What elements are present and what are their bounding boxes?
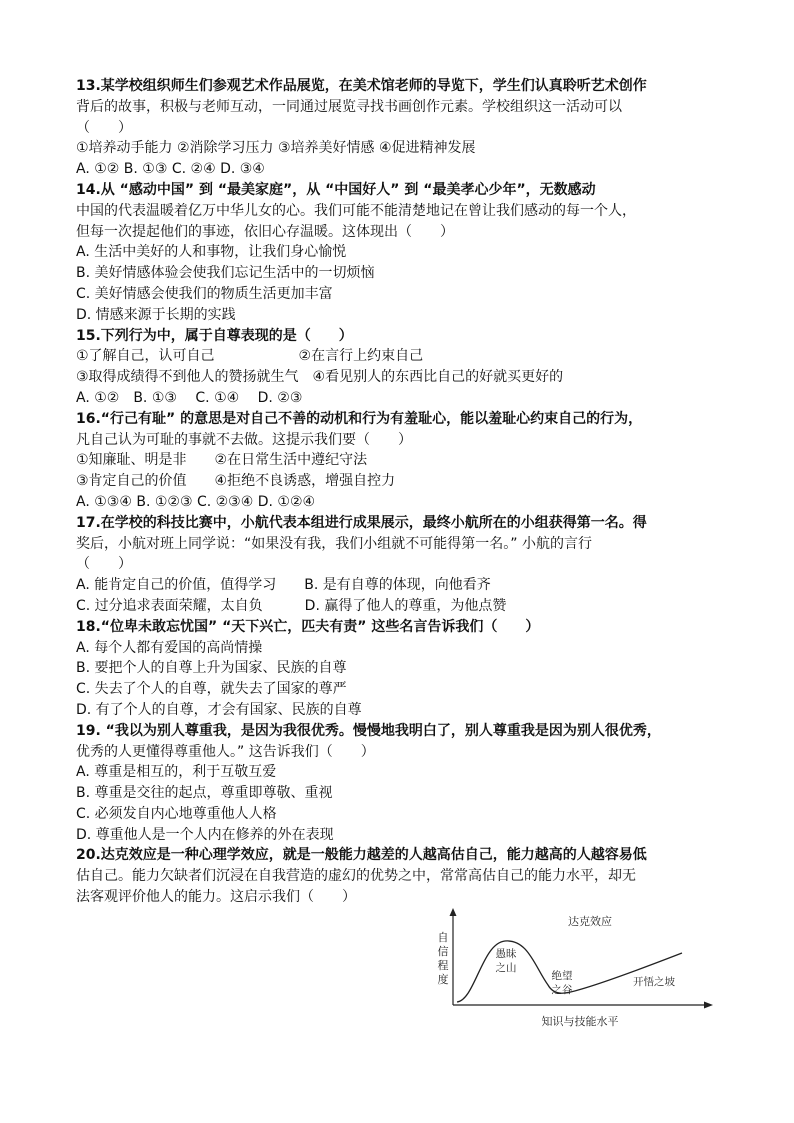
- question-line: （ ）: [76, 119, 132, 136]
- x-axis-label: 知识与技能水平: [541, 1015, 619, 1028]
- question-stem-line: 15.下列行为中，属于自尊表现的是（ ）: [76, 327, 353, 344]
- question-line: C. 过分追求表面荣耀，太自负 D. 赢得了他人的尊重，为他点赞: [76, 597, 507, 614]
- question-stem-line: 17.在学校的科技比赛中，小航代表本组进行成果展示，最终小航所在的小组获得第一名。得: [76, 514, 647, 531]
- question-line: （ ）: [76, 556, 132, 573]
- question-stem-line: 19. “我以为别人尊重我，是因为我很优秀。慢慢地我明白了，别人尊重我是因为别人很优秀，: [76, 722, 661, 739]
- question-line: ①了解自己，认可自己 ②在言行上约束自己: [76, 348, 424, 365]
- y-axis-arrow: [450, 908, 457, 916]
- figure-title: 达克效应: [568, 915, 612, 928]
- question-line: A. ①② B. ①③ C. ②④ D. ③④: [76, 161, 265, 178]
- svg-text:之谷: 之谷: [551, 984, 573, 996]
- svg-text:愚昧: 愚昧: [495, 948, 517, 960]
- question-line: C. 失去了个人的自尊，就失去了国家的尊严: [76, 681, 347, 698]
- question-line: 奖后，小航对班上同学说：“如果没有我，我们小组就不可能得第一名。” 小航的言行: [76, 535, 592, 552]
- question-block: [76, 845, 736, 907]
- question-line: D. 情感来源于长期的实践: [76, 306, 236, 323]
- exam-questions: [76, 76, 736, 908]
- svg-text:之山: 之山: [495, 962, 517, 974]
- question-block: [76, 180, 736, 326]
- question-line: C. 必须发自内心地尊重他人人格: [76, 805, 277, 822]
- svg-text:程: 程: [437, 959, 449, 972]
- x-axis-arrow: [704, 1002, 713, 1009]
- question-stem-line: 14.从 “感动中国” 到 “最美家庭”，从 “中国好人” 到 “最美孝心少年”，无数感动: [76, 181, 596, 198]
- question-line: D. 尊重他人是一个人内在修养的外在表现: [76, 826, 334, 843]
- y-axis-label: [438, 931, 449, 986]
- question-line: 中国的代表温暖着亿万中华儿女的心。我们可能不能清楚地记在曾让我们感动的每一个人，: [76, 202, 636, 219]
- question-line: B. 尊重是交往的起点，尊重即尊敬、重视: [76, 785, 333, 802]
- question-line: 估自己。能力欠缺者们沉浸在自我营造的虚幻的优势之中，常常高估自己的能力水平，却无: [76, 868, 636, 885]
- question-line: A. ①③④ B. ①②③ C. ②③④ D. ①②④: [76, 493, 316, 510]
- question-line: A. 生活中美好的人和事物，让我们身心愉悦: [76, 244, 347, 261]
- question-line: A. 每个人都有爱国的高尚情操: [76, 639, 263, 656]
- dunning-kruger-figure: [430, 905, 720, 1030]
- question-line: ①知廉耻、明是非 ②在日常生活中遵纪守法: [76, 452, 368, 469]
- valley-label: [552, 969, 573, 996]
- question-block: [76, 409, 736, 513]
- question-line: ③取得成绩得不到他人的赞扬就生气 ④看见别人的东西比自己的好就买更好的: [76, 369, 564, 386]
- question-block: [76, 76, 736, 180]
- question-line: 法客观评价他人的能力。这启示我们（ ）: [76, 889, 356, 906]
- question-line: A. 尊重是相互的，利于互敬互爱: [76, 764, 277, 781]
- question-line: ①培养动手能力 ②消除学习压力 ③培养美好情感 ④促进精神发展: [76, 140, 476, 157]
- question-line: 背后的故事，积极与老师互动，一同通过展览寻找书画创作元素。学校组织这一活动可以: [76, 98, 622, 115]
- question-stem-line: 16.“行己有耻” 的意思是对自己不善的动机和行为有羞耻心，能以羞耻心约束自己的行为，: [76, 410, 643, 427]
- question-line: 但每一次提起他们的事迹，依旧心存温暖。这体现出（ ）: [76, 223, 454, 240]
- question-line: C. 美好情感会使我们的物质生活更加丰富: [76, 285, 333, 302]
- svg-text:自: 自: [437, 931, 449, 944]
- svg-text:绝望: 绝望: [551, 970, 573, 982]
- question-line: B. 要把个人的自尊上升为国家、民族的自尊: [76, 660, 347, 677]
- question-block: [76, 617, 736, 721]
- question-block: [76, 326, 736, 409]
- question-line: 优秀的人更懂得尊重他人。” 这告诉我们（ ）: [76, 743, 375, 760]
- question-line: 凡自己认为可耻的事就不去做。这提示我们要（ ）: [76, 431, 412, 448]
- question-block: [76, 721, 736, 846]
- question-line: B. 美好情感体验会使我们忘记生活中的一切烦恼: [76, 265, 375, 282]
- svg-text:度: 度: [437, 973, 449, 986]
- question-line: A. ①② B. ①③ C. ①④ D. ②③: [76, 389, 303, 406]
- question-line: ③肯定自己的价值 ④拒绝不良诱惑，增强自控力: [76, 473, 396, 490]
- peak-label: [496, 947, 517, 974]
- slope-label: 开悟之坡: [633, 976, 675, 988]
- dunning-kruger-diagram: [430, 905, 720, 1030]
- svg-text:信: 信: [437, 945, 449, 958]
- question-line: A. 能肯定自己的价值，值得学习 B. 是有自尊的体现，向他看齐: [76, 577, 491, 594]
- question-line: D. 有了个人的自尊，才会有国家、民族的自尊: [76, 701, 362, 718]
- question-block: [76, 513, 736, 617]
- question-stem-line: 13.某学校组织师生们参观艺术作品展览，在美术馆老师的导览下，学生们认真聆听艺术创作: [76, 78, 647, 94]
- question-stem-line: 20.达克效应是一种心理学效应，就是一般能力越差的人越高估自己，能力越高的人越容易低: [76, 847, 647, 864]
- question-stem-line: 18.“位卑未敢忘忧国” “天下兴亡，匹夫有责” 这些名言告诉我们（ ）: [76, 618, 540, 635]
